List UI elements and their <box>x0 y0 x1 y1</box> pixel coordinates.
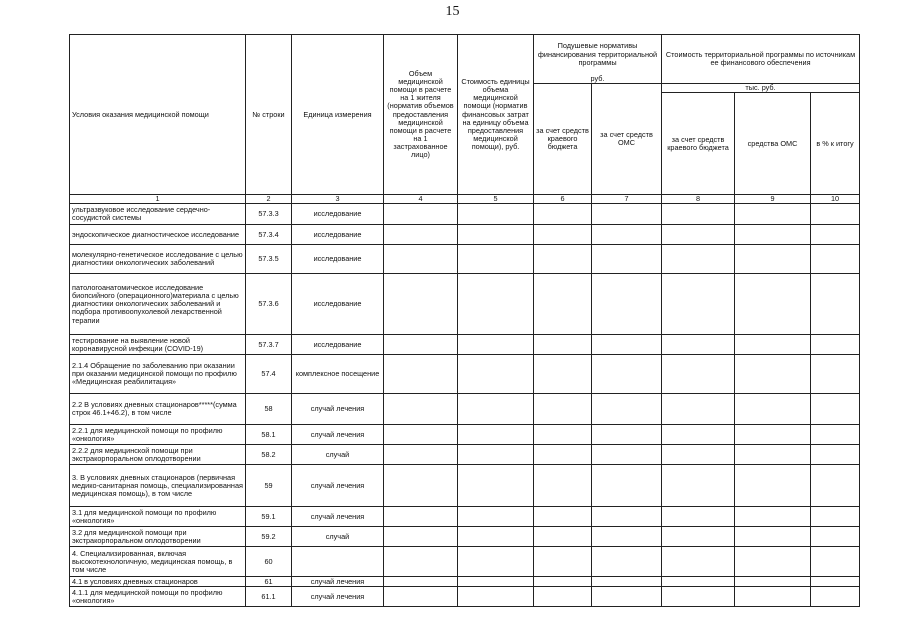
empty-cell <box>592 335 662 355</box>
empty-cell <box>384 245 458 274</box>
empty-cell <box>458 335 534 355</box>
row-unit: исследование <box>292 225 384 245</box>
header-pc-oms: за счет средств ОМС <box>592 84 662 195</box>
column-number: 6 <box>534 195 592 204</box>
empty-cell <box>662 204 735 225</box>
row-condition: молекулярно-генетическое исследование с целью диагностики онкологических заболеваний <box>70 245 246 274</box>
header-unit: Единица измерения <box>292 35 384 195</box>
empty-cell <box>592 465 662 507</box>
row-code: 59.2 <box>246 527 292 547</box>
empty-cell <box>534 425 592 445</box>
row-code: 57.3.3 <box>246 204 292 225</box>
empty-cell <box>534 204 592 225</box>
empty-cell <box>735 274 811 335</box>
table-row <box>70 587 860 607</box>
row-condition: эндоскопическое диагностическое исследование <box>70 225 246 245</box>
header-per-capita: Подушевые нормативы финансирования территориальной программы <box>534 35 662 75</box>
table-row <box>70 274 860 335</box>
row-code: 57.3.6 <box>246 274 292 335</box>
empty-cell <box>735 507 811 527</box>
row-unit <box>292 547 384 577</box>
empty-cell <box>592 577 662 587</box>
empty-cell <box>662 527 735 547</box>
header-program-cost-unit: тыс. руб. <box>662 84 860 93</box>
header-pc-budget: за счет средств краевого бюджета <box>534 84 592 195</box>
empty-cell <box>458 394 534 425</box>
empty-cell <box>592 507 662 527</box>
empty-cell <box>384 465 458 507</box>
empty-cell <box>458 274 534 335</box>
row-condition: 2.2 В условиях дневных стационаров*****(сумма строк 46.1+46.2), в том числе <box>70 394 246 425</box>
table-row <box>70 547 860 577</box>
empty-cell <box>458 547 534 577</box>
row-unit: случай <box>292 527 384 547</box>
empty-cell <box>534 465 592 507</box>
empty-cell <box>458 527 534 547</box>
empty-cell <box>662 425 735 445</box>
row-unit: исследование <box>292 245 384 274</box>
empty-cell <box>735 445 811 465</box>
row-condition: 2.1.4 Обращение по заболеванию при оказании при оказании медицинской помощи по профилю «Медицинская реабилитация» <box>70 355 246 394</box>
empty-cell <box>735 465 811 507</box>
empty-cell <box>592 445 662 465</box>
empty-cell <box>534 245 592 274</box>
empty-cell <box>811 445 860 465</box>
empty-cell <box>735 527 811 547</box>
table-row <box>70 335 860 355</box>
empty-cell <box>384 204 458 225</box>
empty-cell <box>811 274 860 335</box>
empty-cell <box>662 445 735 465</box>
header-cost-unit: Стоимость единицы объема медицинской помощи (норматив финансовых затрат на единицу объема предоставления медицинской помощи), руб. <box>458 35 534 195</box>
empty-cell <box>811 527 860 547</box>
table-row <box>70 507 860 527</box>
financing-table <box>69 34 860 607</box>
row-code: 59 <box>246 465 292 507</box>
empty-cell <box>811 465 860 507</box>
empty-cell <box>811 335 860 355</box>
row-condition: патологоанатомическое исследование биопсийного (операционного)материала с целью диагностики онкологических заболеваний и подбора противоопухолевой лекарственной терапии <box>70 274 246 335</box>
row-code: 58.1 <box>246 425 292 445</box>
empty-cell <box>592 355 662 394</box>
column-number: 10 <box>811 195 860 204</box>
table-row <box>70 225 860 245</box>
empty-cell <box>662 547 735 577</box>
row-condition: 2.2.1 для медицинской помощи по профилю «онкология» <box>70 425 246 445</box>
empty-cell <box>811 577 860 587</box>
header-volume: Объем медицинской помощи в расчете на 1 жителя (норматив объемов предоставления медицинской помощи в расчете на 1 застрахованное лицо) <box>384 35 458 195</box>
empty-cell <box>384 335 458 355</box>
table-row <box>70 577 860 587</box>
column-number: 3 <box>292 195 384 204</box>
row-code: 59.1 <box>246 507 292 527</box>
empty-cell <box>735 394 811 425</box>
empty-cell <box>534 274 592 335</box>
empty-cell <box>811 225 860 245</box>
row-code: 58 <box>246 394 292 425</box>
empty-cell <box>811 245 860 274</box>
empty-cell <box>534 507 592 527</box>
page-number: 15 <box>445 4 460 19</box>
row-unit: случай лечения <box>292 465 384 507</box>
empty-cell <box>592 274 662 335</box>
empty-cell <box>534 394 592 425</box>
empty-cell <box>811 425 860 445</box>
empty-cell <box>534 445 592 465</box>
empty-cell <box>662 355 735 394</box>
empty-cell <box>458 425 534 445</box>
header-row-no: № строки <box>246 35 292 195</box>
row-condition: 2.2.2 для медицинской помощи при экстракорпоральном оплодотворении <box>70 445 246 465</box>
row-code: 61.1 <box>246 587 292 607</box>
empty-cell <box>811 394 860 425</box>
empty-cell <box>534 527 592 547</box>
table-row <box>70 425 860 445</box>
empty-cell <box>458 577 534 587</box>
column-number: 4 <box>384 195 458 204</box>
row-condition: 3. В условиях дневных стационаров (первичная медико-санитарная помощь, специализированная медицинская помощь), в том числе <box>70 465 246 507</box>
empty-cell <box>662 465 735 507</box>
header-program-cost: Стоимость территориальной программы по источникам ее финансового обеспечения <box>662 35 860 84</box>
table-row <box>70 445 860 465</box>
empty-cell <box>458 225 534 245</box>
empty-cell <box>534 335 592 355</box>
row-unit: исследование <box>292 204 384 225</box>
empty-cell <box>534 355 592 394</box>
empty-cell <box>662 274 735 335</box>
empty-cell <box>384 507 458 527</box>
empty-cell <box>811 507 860 527</box>
empty-cell <box>811 204 860 225</box>
table-row <box>70 465 860 507</box>
row-unit: случай лечения <box>292 394 384 425</box>
empty-cell <box>735 587 811 607</box>
row-condition: 4.1.1 для медицинской помощи по профилю «онкология» <box>70 587 246 607</box>
header-prog-budget: за счет средств краевого бюджета <box>662 93 735 195</box>
row-condition: 4.1 в условиях дневных стационаров <box>70 577 246 587</box>
row-unit: случай лечения <box>292 425 384 445</box>
row-unit: исследование <box>292 274 384 335</box>
empty-cell <box>458 465 534 507</box>
empty-cell <box>662 245 735 274</box>
empty-cell <box>384 445 458 465</box>
empty-cell <box>592 245 662 274</box>
empty-cell <box>458 587 534 607</box>
row-condition: ультразвуковое исследование сердечно-сосудистой системы <box>70 204 246 225</box>
empty-cell <box>735 355 811 394</box>
header-prog-percent: в % к итогу <box>811 93 860 195</box>
row-condition: 4. Специализированная, включая высокотехнологичную, медицинская помощь, в том числе <box>70 547 246 577</box>
row-unit: случай лечения <box>292 587 384 607</box>
empty-cell <box>458 355 534 394</box>
empty-cell <box>384 274 458 335</box>
empty-cell <box>811 547 860 577</box>
empty-cell <box>592 204 662 225</box>
row-code: 57.3.4 <box>246 225 292 245</box>
empty-cell <box>811 587 860 607</box>
header-prog-oms: средства ОМС <box>735 93 811 195</box>
row-unit: случай лечения <box>292 507 384 527</box>
empty-cell <box>384 547 458 577</box>
empty-cell <box>592 547 662 577</box>
empty-cell <box>458 204 534 225</box>
table-row <box>70 204 860 225</box>
empty-cell <box>662 577 735 587</box>
empty-cell <box>592 225 662 245</box>
empty-cell <box>384 577 458 587</box>
empty-cell <box>662 394 735 425</box>
empty-cell <box>534 577 592 587</box>
table-row <box>70 245 860 274</box>
empty-cell <box>534 225 592 245</box>
empty-cell <box>592 527 662 547</box>
row-code: 58.2 <box>246 445 292 465</box>
column-number: 7 <box>592 195 662 204</box>
table-row <box>70 355 860 394</box>
empty-cell <box>811 355 860 394</box>
empty-cell <box>592 425 662 445</box>
header-conditions: Условия оказания медицинской помощи <box>70 35 246 195</box>
header-per-capita-unit: руб. <box>534 75 662 84</box>
row-code: 61 <box>246 577 292 587</box>
row-unit: случай <box>292 445 384 465</box>
empty-cell <box>592 394 662 425</box>
empty-cell <box>662 225 735 245</box>
empty-cell <box>384 225 458 245</box>
empty-cell <box>384 394 458 425</box>
empty-cell <box>458 245 534 274</box>
empty-cell <box>592 587 662 607</box>
row-condition: 3.2 для медицинской помощи при экстракорпоральном оплодотворении <box>70 527 246 547</box>
empty-cell <box>735 577 811 587</box>
table-row <box>70 527 860 547</box>
empty-cell <box>384 425 458 445</box>
column-number: 8 <box>662 195 735 204</box>
column-number: 9 <box>735 195 811 204</box>
row-unit: исследование <box>292 335 384 355</box>
column-number: 2 <box>246 195 292 204</box>
row-code: 57.3.5 <box>246 245 292 274</box>
empty-cell <box>458 445 534 465</box>
empty-cell <box>534 587 592 607</box>
row-unit: случай лечения <box>292 577 384 587</box>
row-unit: комплексное посещение <box>292 355 384 394</box>
column-number: 1 <box>70 195 246 204</box>
empty-cell <box>662 335 735 355</box>
empty-cell <box>735 547 811 577</box>
empty-cell <box>662 587 735 607</box>
empty-cell <box>384 587 458 607</box>
empty-cell <box>458 507 534 527</box>
row-code: 57.3.7 <box>246 335 292 355</box>
column-number: 5 <box>458 195 534 204</box>
empty-cell <box>735 204 811 225</box>
empty-cell <box>384 355 458 394</box>
empty-cell <box>735 335 811 355</box>
row-condition: тестирование на выявление новой коронавирусной инфекции (COVID-19) <box>70 335 246 355</box>
empty-cell <box>735 245 811 274</box>
empty-cell <box>662 507 735 527</box>
table-row <box>70 394 860 425</box>
empty-cell <box>735 425 811 445</box>
row-code: 57.4 <box>246 355 292 394</box>
row-condition: 3.1 для медицинской помощи по профилю «онкология» <box>70 507 246 527</box>
empty-cell <box>534 547 592 577</box>
empty-cell <box>384 527 458 547</box>
row-code: 60 <box>246 547 292 577</box>
empty-cell <box>735 225 811 245</box>
